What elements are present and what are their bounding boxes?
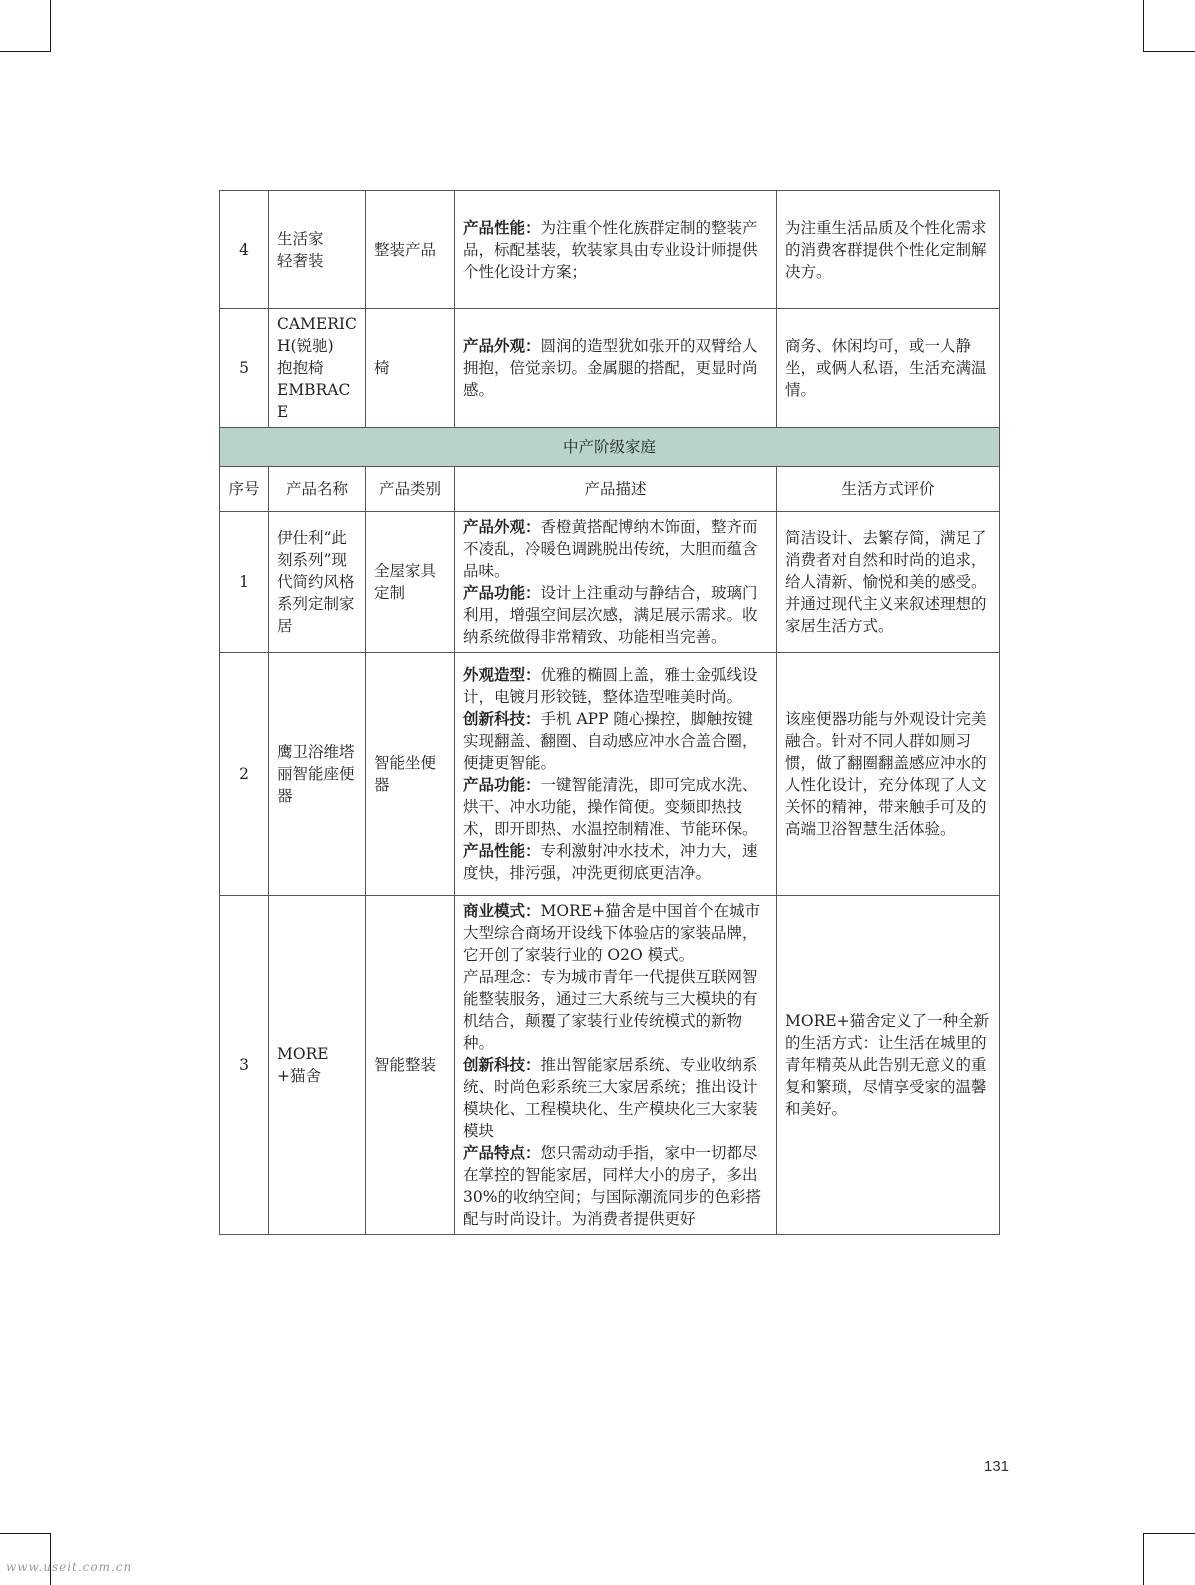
product-name: 伊仕利“此刻系列”现代简约风格系列定制家居 (269, 512, 366, 653)
crop-mark-bottom-right-v (1143, 1533, 1144, 1585)
header-name: 产品名称 (269, 467, 366, 512)
description-text: 圆润的造型犹如张开的双臂给人拥抱，倍觉亲切。金属腿的搭配，更显时尚感。 (463, 337, 758, 399)
description-paragraph (463, 708, 768, 774)
row-number: 4 (220, 191, 269, 309)
crop-mark-top-left-v (50, 0, 51, 52)
description-label: 创新科技： (463, 1056, 541, 1074)
page-number: 131 (984, 1458, 1010, 1475)
lifestyle-evaluation: 商务、休闲均可，或一人静坐，或俩人私语，生活充满温情。 (777, 309, 1000, 428)
description-label: 产品特点： (463, 1144, 541, 1162)
product-name: 生活家 轻奢装 (269, 191, 366, 309)
lifestyle-evaluation: 为注重生活品质及个性化需求的消费客群提供个性化定制解决方。 (777, 191, 1000, 309)
header-desc: 产品描述 (455, 467, 777, 512)
description-paragraph (463, 1054, 768, 1142)
product-category: 椅 (366, 309, 455, 428)
product-category: 整装产品 (366, 191, 455, 309)
table-row (220, 896, 1000, 1235)
crop-mark-top-right-v (1143, 0, 1144, 52)
table-row (220, 191, 1000, 309)
crop-mark-bottom-left-v (50, 1533, 51, 1585)
table-row (220, 309, 1000, 428)
header-no: 序号 (220, 467, 269, 512)
description-text: 您只需动动手指，家中一切都尽在掌控的智能家居，同样大小的房子，多出 30%的收纳空间；与国际潮流同步的色彩搭配与时尚设计。为消费者提供更好 (463, 1144, 761, 1228)
product-description (455, 653, 777, 896)
crop-mark-top-right-h (1143, 51, 1195, 52)
description-text: 一键智能清洗，即可完成水洗、烘干、冲水功能，操作简便。变频即热技术，即开即热、水温控制精准、节能环保。 (463, 776, 758, 838)
description-paragraph (463, 1142, 768, 1230)
description-label: 外观造型： (463, 666, 541, 684)
description-label: 产品功能： (463, 584, 541, 602)
description-text: 香橙黄搭配博纳木饰面，整齐而不凌乱，冷暖色调跳脱出传统，大胆而蕴含品味。 (463, 518, 758, 580)
lifestyle-evaluation: MORE+猫舍定义了一种全新的生活方式：让生活在城里的青年精英从此告别无意义的重复和繁琐，尽情享受家的温馨和美好。 (777, 896, 1000, 1235)
description-text: 推出智能家居系统、专业收纳系统、时尚色彩系统三大家居系统；推出设计模块化、工程模块化、生产模块化三大家装模块 (463, 1056, 758, 1140)
crop-mark-top-left-h (0, 51, 51, 52)
row-number: 2 (220, 653, 269, 896)
description-text: 优雅的椭圆上盖，雅士金弧线设计，电镀月形铰链，整体造型唯美时尚。 (463, 666, 758, 706)
description-paragraph (463, 664, 768, 708)
product-description (455, 191, 777, 309)
description-label: 产品外观： (463, 518, 541, 536)
crop-mark-bottom-right-h (1143, 1533, 1195, 1534)
product-table (219, 190, 1000, 1235)
lifestyle-evaluation: 简洁设计、去繁存简，满足了消费者对自然和时尚的追求，给人清新、愉悦和美的感受。并通过现代主义来叙述理想的家居生活方式。 (777, 512, 1000, 653)
product-category: 智能整装 (366, 896, 455, 1235)
section-title: 中产阶级家庭 (220, 428, 1000, 467)
top-rows (220, 191, 1000, 428)
description-paragraph (463, 217, 768, 283)
product-name: MORE+猫舍 (269, 896, 366, 1235)
description-paragraph (463, 966, 768, 1054)
description-paragraph (463, 582, 768, 648)
description-paragraph (463, 335, 768, 401)
product-description (455, 896, 777, 1235)
description-label: 产品功能： (463, 776, 541, 794)
product-description (455, 512, 777, 653)
description-text: 手机 APP 随心操控，脚触按键实现翻盖、翻圈、自动感应冲水合盖合圈，便捷更智能。 (463, 710, 758, 772)
row-number: 1 (220, 512, 269, 653)
middle-class-rows (220, 512, 1000, 1235)
product-description (455, 309, 777, 428)
description-label: 产品性能： (463, 842, 541, 860)
section-row (220, 428, 1000, 467)
description-label: 产品性能： (463, 218, 541, 237)
description-text: MORE+猫舍是中国首个在城市大型综合商场开设线下体验店的家装品牌，它开创了家装行业的 O2O 模式。 (463, 902, 761, 964)
description-paragraph (463, 840, 768, 884)
table-row (220, 512, 1000, 653)
product-category: 智能坐便器 (366, 653, 455, 896)
table-row (220, 653, 1000, 896)
description-paragraph (463, 774, 768, 840)
row-number: 3 (220, 896, 269, 1235)
crop-mark-bottom-left-h (0, 1533, 51, 1534)
description-text: 为注重个性化族群定制的整装产品，标配基装，软装家具由专业设计师提供个性化设计方案； (463, 218, 758, 281)
description-label: 产品外观： (463, 337, 541, 355)
description-paragraph (463, 516, 768, 582)
product-name: CAMERIC H(锐驰) 抱抱椅 EMBRAC E (269, 309, 366, 428)
description-label: 商业模式： (463, 902, 541, 920)
lifestyle-evaluation: 该座便器功能与外观设计完美融合。针对不同人群如厕习惯，做了翻圈翻盖感应冲水的人性化设计，充分体现了人文关怀的精神，带来触手可及的高端卫浴智慧生活体验。 (777, 653, 1000, 896)
header-row (220, 467, 1000, 512)
description-paragraph (463, 900, 768, 966)
description-text: 产品理念：专为城市青年一代提供互联网智能整装服务，通过三大系统与三大模块的有机结合，颠覆了家装行业传统模式的新物种。 (463, 968, 758, 1052)
header-category: 产品类别 (366, 467, 455, 512)
row-number: 5 (220, 309, 269, 428)
description-label: 创新科技： (463, 710, 541, 728)
header-eval: 生活方式评价 (777, 467, 1000, 512)
product-name: 鹰卫浴维塔丽智能座便器 (269, 653, 366, 896)
description-text: 设计上注重动与静结合，玻璃门利用，增强空间层次感，满足展示需求。收纳系统做得非常精致、功能相当完善。 (463, 584, 758, 646)
product-category: 全屋家具定制 (366, 512, 455, 653)
watermark: www.useit.com.cn (6, 1560, 133, 1574)
description-text: 专利激射冲水技术，冲力大，速度快，排污强，冲洗更彻底更洁净。 (463, 842, 758, 882)
